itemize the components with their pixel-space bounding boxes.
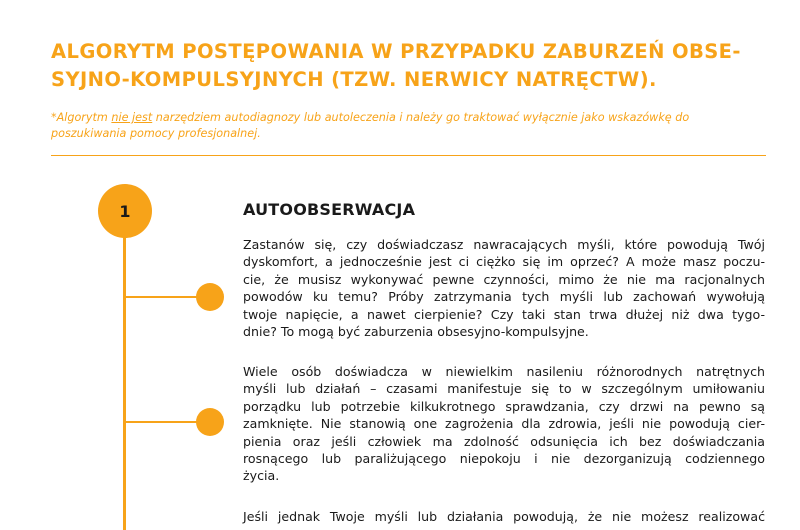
timeline-branch-2 [125,421,205,423]
paragraph-3-line: Jeśli jednak Twoje myśli lub działania powodują, że nie możesz realizować [243,509,765,524]
paragraph-1-line: dyskomfort, a jednocześnie jest ci ciężko się im oprzeć? A może masz poczu- [243,254,765,270]
paragraph-2-line: porządku lub potrzebie kilkukrotnego sprawdzania, czy drzwi na pewno są [243,398,765,414]
disclaimer-line-2: poszukiwania pomocy profesjonalnej. [51,127,261,140]
paragraph-1-line: Zastanów się, czy doświadczasz nawracających myśli, które powodują Twój [243,237,765,252]
page-title [51,38,771,94]
paragraph-2-line: Wiele osób doświadcza w niewielkim nasileniu różnorodnych natrętnych [243,364,765,379]
paragraph-2-line: myśli lub działań – czasami manifestuje się to w szczególnym umiłowaniu [243,381,765,397]
paragraph-2-line: zamknięte. Nie stanowią one zagrożenia dla zdrowia, jeśli nie powodują cier- [243,416,765,432]
paragraph-3 [243,508,765,525]
timeline-dot-2 [196,408,224,436]
paragraph-2-line: życia. [243,468,280,484]
paragraph-2-line: pienia oraz jeśli człowiek ma zdolność odsunięcia ich bez doświadczania [243,433,765,449]
timeline-line [123,200,126,530]
paragraph-2 [243,363,765,485]
paragraph-1-line: twoje napięcie, a nawet cierpienie? Czy taki stan trwa dłużej niż dwa tygo- [243,306,765,322]
header-divider [51,155,766,156]
paragraph-1-line: cie, że musisz wykonywać pewne czynności, mimo że nie ma racjonalnych [243,271,765,287]
timeline-branch-1 [125,296,205,298]
title-line-2: SYJNO-KOMPULSYJNYCH (TZW. NERWICY NATRĘCTW). [51,68,657,91]
step-number: 1 [119,201,131,221]
disclaimer [51,110,771,142]
section-heading: AUTOOBSERWACJA [243,200,416,219]
timeline-dot-1 [196,283,224,311]
paragraph-1-line: powodów ku temu? Próby zatrzymania tych myśli lub zachowań wywołują [243,289,765,305]
paragraph-2-line: rosnącego lub paraliżującego niepokoju i nie dezorganizują codziennego [243,451,765,467]
disclaimer-line-1 [51,110,771,126]
paragraph-1 [243,236,765,340]
disclaimer-post: narzędziem autodiagnozy lub autoleczenia i należy go traktować wyłącznie jako wskazówkę do [152,111,690,124]
paragraph-1-line: dnie? To mogą być zaburzenia obsesyjno-kompulsyjne. [243,324,589,340]
title-line-1: ALGORYTM POSTĘPOWANIA W PRZYPADKU ZABURZEŃ OBSE- [51,40,741,63]
step-number-badge [98,184,152,238]
disclaimer-emphasis: nie jest [111,111,153,124]
disclaimer-pre: *Algorytm [51,111,112,124]
